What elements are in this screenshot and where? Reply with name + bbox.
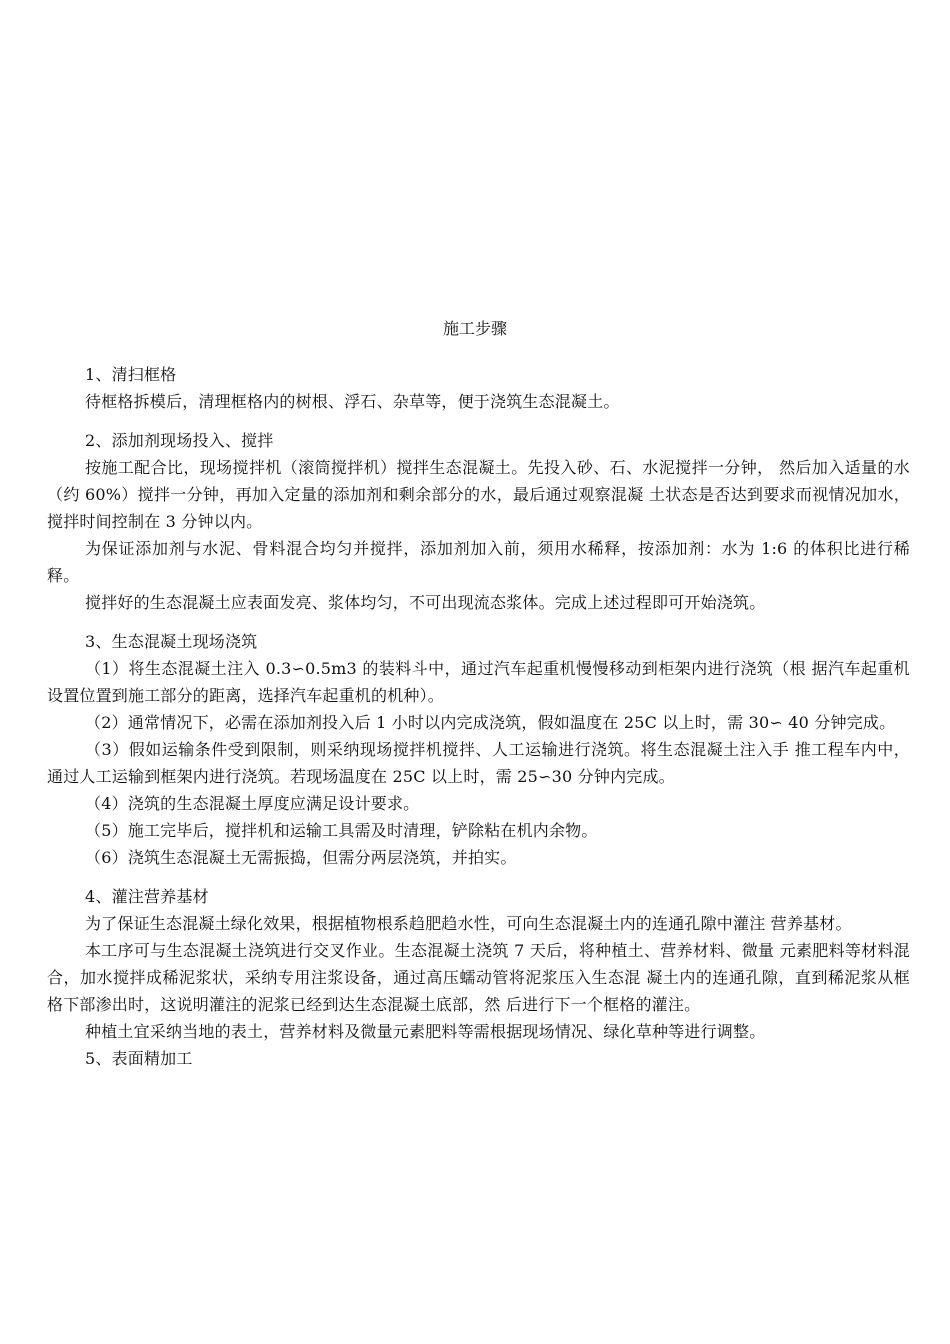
section-heading-1: 1、清扫框格 bbox=[85, 365, 177, 384]
section-4-paragraph-3: 种植土宜采纳当地的表土，营养材料及微量元素肥料等需根据现场情况、绿化草种等进行调整。 bbox=[85, 1022, 766, 1041]
section-2-paragraph-1: 按施工配合比，现场搅拌机（滚筒搅拌机）搅拌生态混凝土。先投入砂、石、水泥搅拌一分钟， 然后加入适量的水（约 60%）搅拌一分钟，再加入定量的添加剂和剩余部分的水，最后通过观察混凝 土状态是否达到要求而视情况加水，搅拌时间控制在 3 分钟以内。 bbox=[47, 458, 910, 531]
section-3-item-2: （2）通常情况下，必需在添加剂投入后 1 小时以内完成浇筑，假如温度在 25C 以上时，需 30∽ 40 分钟完成。 bbox=[85, 713, 896, 732]
section-2-paragraph-3: 搅拌好的生态混凝土应表面发亮、浆体均匀，不可出现流态浆体。完成上述过程即可开始浇筑。 bbox=[85, 593, 766, 612]
document-body bbox=[47, 361, 910, 1072]
section-heading-4: 4、灌注营养基材 bbox=[85, 887, 209, 906]
section-heading-3: 3、生态混凝土现场浇筑 bbox=[85, 632, 258, 651]
section-3-item-3: （3）假如运输条件受到限制，则采纳现场搅拌机搅拌、人工运输进行浇筑。将生态混凝土注入手 推工程车内中，通过人工运输到框架内进行浇筑。若现场温度在 25C 以上时，需 25∽30 分钟内完成。 bbox=[47, 740, 910, 786]
section-heading-2: 2、添加剂现场投入、搅拌 bbox=[85, 431, 274, 450]
section-4-paragraph-2: 本工序可与生态混凝土浇筑进行交叉作业。生态混凝土浇筑 7 天后，将种植土、营养材料、微量 元素肥料等材料混合，加水搅拌成稀泥浆状，采纳专用注浆设备，通过高压蠕动管将泥浆压入生态混 凝土内的连通孔隙，直到稀泥浆从框格下部渗出时，这说明灌注的泥浆已经到达生态混凝土底部，然 后进行下一个框格的灌注。 bbox=[47, 941, 910, 1014]
section-3-item-6: （6）浇筑生态混凝土无需振捣，但需分两层浇筑，并拍实。 bbox=[85, 848, 517, 867]
section-3-item-1: （1）将生态混凝土注入 0.3∽0.5m3 的装料斗中，通过汽车起重机慢慢移动到柜架内进行浇筑（根 据汽车起重机设置位置到施工部分的距离，选择汽车起重机的机种）。 bbox=[47, 659, 910, 705]
document-title: 施工步骤 bbox=[442, 319, 507, 338]
section-3-item-4: （4）浇筑的生态混凝土厚度应满足设计要求。 bbox=[85, 794, 420, 813]
section-4-paragraph-1: 为了保证生态混凝土绿化效果，根据植物根系趋肥趋水性，可向生态混凝土内的连通孔隙中灌注 营养基材。 bbox=[85, 914, 852, 933]
section-2-paragraph-2: 为保证添加剂与水泥、骨料混合均匀并搅拌，添加剂加入前，须用水稀释，按添加剂：水为 1:6 的体积比进行稀释。 bbox=[47, 539, 910, 585]
section-3-item-5: （5）施工完毕后，搅拌机和运输工具需及时清理，铲除粘在机内余物。 bbox=[85, 821, 598, 840]
section-1-paragraph-1: 待框格拆模后，清理框格内的树根、浮石、杂草等，便于浇筑生态混凝土。 bbox=[85, 392, 620, 411]
section-heading-5: 5、表面精加工 bbox=[85, 1049, 193, 1068]
